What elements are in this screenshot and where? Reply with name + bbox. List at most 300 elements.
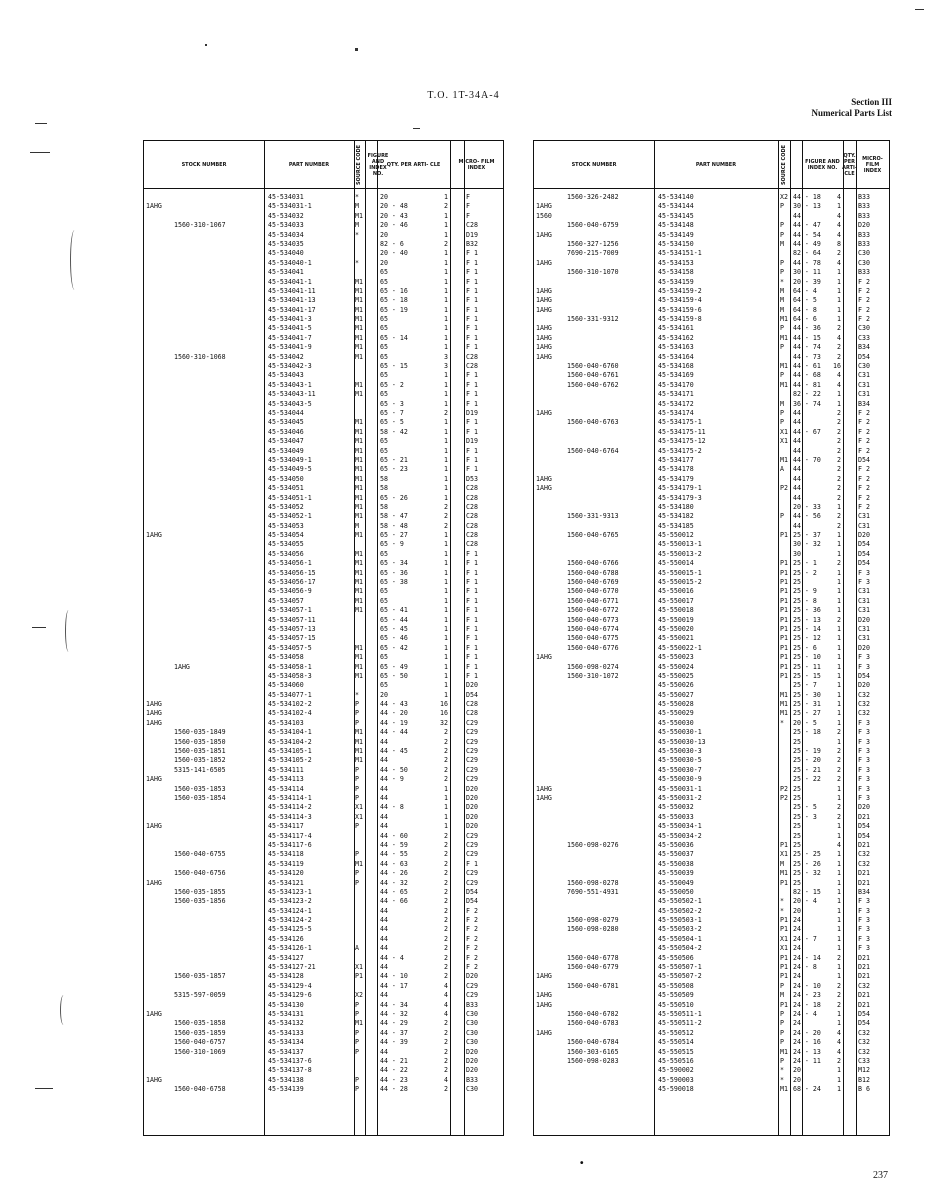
quantity: 2 xyxy=(444,1028,448,1037)
microfilm-index: C32 xyxy=(858,690,870,699)
quantity: 1 xyxy=(444,822,448,831)
part-number: 45-534114 xyxy=(268,784,304,793)
microfilm-index: C28 xyxy=(466,484,478,493)
source-code: M xyxy=(780,296,784,305)
figure-index: 25 - 31 xyxy=(793,700,821,709)
figure-index: 44 - 45 xyxy=(380,747,408,756)
figure-index: 65 xyxy=(380,390,388,399)
source-code: M1 xyxy=(780,709,788,718)
quantity: 2 xyxy=(837,615,841,624)
microfilm-index: C29 xyxy=(466,765,478,774)
header-label: QTY. PER ARTI- CLE xyxy=(842,153,857,177)
source-code: M1 xyxy=(355,446,363,455)
stock-number: 1560-098-0276 xyxy=(567,840,619,849)
table-row xyxy=(144,390,503,399)
part-number: 45-534052-1 xyxy=(268,512,312,521)
quantity: 1 xyxy=(444,286,448,295)
microfilm-index: F 3 xyxy=(858,794,870,802)
figure-index: 24 xyxy=(793,972,801,981)
table-row xyxy=(534,306,889,315)
figure-index: 65 - 9 xyxy=(380,540,404,549)
figure-index: 44 - 32 xyxy=(380,1009,408,1018)
microfilm-index: D20 xyxy=(466,803,478,812)
table-row xyxy=(144,465,503,474)
table-row xyxy=(144,663,503,672)
source-code: P xyxy=(355,765,359,774)
source-code: X1 xyxy=(780,437,788,446)
part-number: 45-534175-12 xyxy=(658,437,706,446)
microfilm-index: D54 xyxy=(858,352,870,361)
quantity: 1 xyxy=(444,784,448,793)
table-row xyxy=(534,785,889,794)
table-row xyxy=(144,850,503,859)
part-number: 45-550034-1 xyxy=(658,822,702,831)
footer-mark: • xyxy=(580,1158,584,1169)
microfilm-index: F 1 xyxy=(466,587,478,596)
microfilm-index: D21 xyxy=(858,840,870,849)
quantity: 2 xyxy=(837,559,841,568)
quantity: 1 xyxy=(444,465,448,474)
figure-index: 20 - 48 xyxy=(380,202,408,211)
table-row xyxy=(144,653,503,662)
stock-number: 1560-040-6761 xyxy=(567,371,619,380)
stock-code: 1AHG xyxy=(536,230,552,239)
source-code: P1 xyxy=(780,653,788,662)
part-number: 45-534172 xyxy=(658,399,694,408)
quantity: 2 xyxy=(837,981,841,990)
quantity: 4 xyxy=(837,258,841,267)
figure-index: 44 - 39 xyxy=(380,1038,408,1047)
table-row xyxy=(144,963,503,972)
source-code: M xyxy=(780,305,784,314)
figure-index: 44 xyxy=(380,944,388,953)
part-number: 45-534056-9 xyxy=(268,587,312,596)
part-number: 45-534179-3 xyxy=(658,493,702,502)
microfilm-index: C28 xyxy=(466,221,478,230)
table-row xyxy=(534,484,889,493)
part-number: 45-534056-15 xyxy=(268,568,316,577)
microfilm-index: F 3 xyxy=(858,944,870,953)
source-code: M1 xyxy=(780,315,788,324)
quantity: 2 xyxy=(444,859,448,868)
microfilm-index: B33 xyxy=(858,193,870,201)
table-row xyxy=(144,522,503,531)
document-number: T.O. 1T-34A-4 xyxy=(427,90,500,101)
figure-index: 25 - 11 xyxy=(793,662,821,671)
source-code: M xyxy=(780,399,784,408)
quantity: 1 xyxy=(837,596,841,605)
figure-index: 25 - 9 xyxy=(793,587,817,596)
table-row xyxy=(144,249,503,258)
quantity: 2 xyxy=(444,1056,448,1065)
part-number: 45-550030-13 xyxy=(658,737,706,746)
source-code: * xyxy=(355,258,359,267)
stock-code: 1AHG xyxy=(536,784,552,793)
figure-index: 44 - 74 xyxy=(793,343,821,352)
figure-index: 58 xyxy=(380,474,388,483)
quantity: 1 xyxy=(444,390,448,399)
figure-index: 44 xyxy=(793,418,801,427)
microfilm-index: D19 xyxy=(466,408,478,417)
microfilm-index: F 2 xyxy=(466,944,478,953)
table-row xyxy=(534,832,889,841)
quantity: 2 xyxy=(837,352,841,361)
part-number: 45-550027 xyxy=(658,690,694,699)
source-code: M1 xyxy=(355,324,363,333)
source-code: M1 xyxy=(355,277,363,286)
stock-number: 1560-035-1857 xyxy=(174,972,226,981)
source-code: P xyxy=(780,230,784,239)
source-code: M1 xyxy=(355,549,363,558)
table-row xyxy=(534,447,889,456)
part-number: 45-534043-5 xyxy=(268,399,312,408)
figure-index: 24 - 20 xyxy=(793,1028,821,1037)
figure-index: 44 - 67 xyxy=(793,427,821,436)
part-number: 45-550506 xyxy=(658,953,694,962)
microfilm-index: F 2 xyxy=(858,277,870,286)
table-row xyxy=(534,991,889,1000)
table-row xyxy=(534,362,889,371)
microfilm-index: C28 xyxy=(466,540,478,549)
source-code: P2 xyxy=(780,794,788,802)
quantity: 2 xyxy=(837,493,841,502)
quantity: 1 xyxy=(837,606,841,615)
figure-index: 82 - 15 xyxy=(793,887,821,896)
figure-index: 65 - 50 xyxy=(380,671,408,680)
microfilm-index: F 3 xyxy=(858,747,870,756)
stock-code: 1AHG xyxy=(536,408,552,417)
figure-index: 44 - 34 xyxy=(380,1000,408,1009)
part-number: 45-534043 xyxy=(268,371,304,380)
figure-index: 44 - 50 xyxy=(380,765,408,774)
microfilm-index: C29 xyxy=(466,737,478,746)
quantity: 1 xyxy=(444,211,448,220)
quantity: 1 xyxy=(837,1019,841,1028)
part-number: 45-534130 xyxy=(268,1000,304,1009)
table-row xyxy=(534,550,889,559)
table-row xyxy=(534,606,889,615)
table-row xyxy=(534,663,889,672)
microfilm-index: F 1 xyxy=(466,559,478,568)
table-row xyxy=(534,907,889,916)
stock-code: 1AHG xyxy=(536,296,552,305)
quantity: 1 xyxy=(444,221,448,230)
quantity: 2 xyxy=(837,765,841,774)
quantity: 1 xyxy=(444,662,448,671)
part-number: 45-550028 xyxy=(658,700,694,709)
source-code: M1 xyxy=(355,484,363,493)
stock-number: 1560-040-6756 xyxy=(174,869,226,878)
source-code: P xyxy=(355,869,359,878)
part-number: 45-534041-1 xyxy=(268,277,312,286)
microfilm-index: F 1 xyxy=(466,315,478,324)
quantity: 4 xyxy=(837,1038,841,1047)
table-row xyxy=(534,1066,889,1075)
quantity: 2 xyxy=(837,991,841,1000)
stock-number: 1AHG xyxy=(174,662,190,671)
microfilm-index: C28 xyxy=(466,352,478,361)
figure-index: 44 xyxy=(380,756,388,765)
quantity: 4 xyxy=(444,981,448,990)
table-row xyxy=(534,672,889,681)
microfilm-index: F 3 xyxy=(858,897,870,906)
quantity: 1 xyxy=(837,502,841,511)
part-number: 45-550022-1 xyxy=(658,643,702,652)
header-label: FIGURE AND INDEX NO. xyxy=(367,153,389,177)
source-code: * xyxy=(355,690,359,699)
quantity: 1 xyxy=(837,972,841,981)
stock-number: 1560-035-1856 xyxy=(174,897,226,906)
part-number: 45-534051-1 xyxy=(268,493,312,502)
table-row xyxy=(534,456,889,465)
table-row xyxy=(534,268,889,277)
table-row xyxy=(534,1029,889,1038)
figure-index: 44 xyxy=(793,521,801,530)
quantity: 1 xyxy=(444,315,448,324)
table-row xyxy=(144,559,503,568)
source-code: M1 xyxy=(355,512,363,521)
quantity: 2 xyxy=(837,521,841,530)
figure-index: 65 - 2 xyxy=(380,380,404,389)
source-code: P1 xyxy=(780,963,788,972)
table-row xyxy=(534,1076,889,1085)
quantity: 1 xyxy=(837,681,841,690)
quantity: 2 xyxy=(444,775,448,784)
microfilm-index: C31 xyxy=(858,606,870,615)
quantity: 2 xyxy=(444,972,448,981)
figure-index: 30 xyxy=(793,549,801,558)
quantity: 4 xyxy=(837,371,841,380)
margin-mark xyxy=(60,995,67,1025)
microfilm-index: F 1 xyxy=(466,606,478,615)
stock-number: 5315-597-0059 xyxy=(174,991,226,1000)
part-number: 45-534161 xyxy=(658,324,694,333)
part-number: 45-534118 xyxy=(268,850,304,859)
table-row xyxy=(534,813,889,822)
part-number: 45-534171 xyxy=(658,390,694,399)
section-header xyxy=(812,97,892,119)
table-row xyxy=(144,315,503,324)
microfilm-index: C32 xyxy=(858,700,870,709)
table-row xyxy=(534,972,889,981)
quantity: 2 xyxy=(444,963,448,972)
stock-number: 1560-040-6783 xyxy=(567,1019,619,1028)
quantity: 2 xyxy=(444,944,448,953)
part-number: 45-534045 xyxy=(268,418,304,427)
table-row xyxy=(534,1010,889,1019)
microfilm-index: F 2 xyxy=(858,493,870,502)
stock-number: 1560-040-6771 xyxy=(567,596,619,605)
microfilm-index: C31 xyxy=(858,521,870,530)
part-number: 45-534041-5 xyxy=(268,324,312,333)
part-number: 45-534149 xyxy=(658,230,694,239)
source-code: P2 xyxy=(780,784,788,793)
part-number: 45-550512 xyxy=(658,1028,694,1037)
part-number: 45-534113 xyxy=(268,775,304,784)
part-number: 45-550018 xyxy=(658,606,694,615)
figure-index: 44 xyxy=(380,784,388,793)
quantity: 2 xyxy=(837,474,841,483)
figure-index: 44 xyxy=(380,925,388,934)
source-code: M1 xyxy=(355,578,363,587)
figure-index: 65 - 49 xyxy=(380,662,408,671)
microfilm-index: C28 xyxy=(466,362,478,371)
quantity: 2 xyxy=(444,756,448,765)
microfilm-index: F 1 xyxy=(466,268,478,277)
part-number: 45-534175-11 xyxy=(658,427,706,436)
figure-index: 65 - 14 xyxy=(380,333,408,342)
part-number: 45-534032 xyxy=(268,211,304,220)
part-number: 45-550017 xyxy=(658,596,694,605)
microfilm-index: F 1 xyxy=(466,333,478,342)
figure-index: 64 - 6 xyxy=(793,315,817,324)
table-row xyxy=(534,653,889,662)
source-code: P1 xyxy=(780,578,788,587)
microfilm-index: D21 xyxy=(858,963,870,972)
stock-number: 1560-098-0280 xyxy=(567,925,619,934)
table-row xyxy=(144,681,503,690)
figure-index: 25 - 10 xyxy=(793,653,821,662)
table-row xyxy=(534,841,889,850)
figure-index: 24 - 14 xyxy=(793,953,821,962)
part-number: 45-534033 xyxy=(268,221,304,230)
stock-number: 1560-040-6782 xyxy=(567,1009,619,1018)
quantity: 1 xyxy=(444,578,448,587)
microfilm-index: F 2 xyxy=(858,296,870,305)
microfilm-index: F 1 xyxy=(466,653,478,662)
part-number: 45-534178 xyxy=(658,465,694,474)
microfilm-index: F 2 xyxy=(858,484,870,493)
source-code: M1 xyxy=(780,869,788,878)
header-label: PART NUMBER xyxy=(288,162,330,168)
microfilm-index: C32 xyxy=(858,709,870,718)
microfilm-index: F 3 xyxy=(858,578,870,587)
figure-index: 25 - 26 xyxy=(793,859,821,868)
figure-index: 20 xyxy=(380,230,388,239)
microfilm-index: F 2 xyxy=(858,418,870,427)
figure-index: 65 - 36 xyxy=(380,568,408,577)
table-row xyxy=(534,587,889,596)
table-row xyxy=(144,1019,503,1028)
source-code: X2 xyxy=(780,193,788,201)
part-number: 45-534057 xyxy=(268,596,304,605)
source-code: M1 xyxy=(780,455,788,464)
source-code: M1 xyxy=(355,671,363,680)
quantity: 1 xyxy=(444,418,448,427)
figure-index: 44 - 18 xyxy=(793,193,821,201)
part-number: 45-550510 xyxy=(658,1000,694,1009)
stock-code: 1AHG xyxy=(536,972,552,981)
source-code: P1 xyxy=(355,972,363,981)
microfilm-index: F 2 xyxy=(858,315,870,324)
figure-index: 65 - 27 xyxy=(380,531,408,540)
quantity: 1 xyxy=(837,831,841,840)
source-code: M1 xyxy=(355,296,363,305)
part-number: 45-550507-2 xyxy=(658,972,702,981)
margin-mark xyxy=(65,610,72,652)
microfilm-index: F 3 xyxy=(858,925,870,934)
figure-index: 44 xyxy=(793,211,801,220)
table-row xyxy=(144,428,503,437)
microfilm-index: F 1 xyxy=(466,324,478,333)
table-row xyxy=(144,484,503,493)
source-code: * xyxy=(780,906,784,915)
table-row xyxy=(144,447,503,456)
quantity: 1 xyxy=(444,193,448,201)
table-row xyxy=(144,944,503,953)
part-number: 45-534185 xyxy=(658,521,694,530)
part-number: 45-534051 xyxy=(268,484,304,493)
quantity: 1 xyxy=(444,277,448,286)
table-row xyxy=(144,259,503,268)
stock-number: 1560-040-6776 xyxy=(567,643,619,652)
table-row xyxy=(534,296,889,305)
parts-table-right xyxy=(533,140,890,1136)
stock-number: 1560-040-6760 xyxy=(567,362,619,371)
table-row xyxy=(534,963,889,972)
figure-index: 24 - 7 xyxy=(793,934,817,943)
quantity: 1 xyxy=(837,1009,841,1018)
microfilm-index: F 3 xyxy=(858,737,870,746)
quantity: 1 xyxy=(837,305,841,314)
part-number: 45-534111 xyxy=(268,765,304,774)
table-row xyxy=(534,324,889,333)
source-code: * xyxy=(780,718,784,727)
stock-code: 1AHG xyxy=(536,202,552,211)
figure-index: 44 xyxy=(793,408,801,417)
header-label: SOURCE CODE xyxy=(356,144,363,186)
figure-index: 25 - 27 xyxy=(793,709,821,718)
part-number: 45-550015-2 xyxy=(658,578,702,587)
stock-number: 7690-215-7009 xyxy=(567,249,619,258)
figure-index: 24 xyxy=(793,1019,801,1028)
part-number: 45-534057-11 xyxy=(268,615,316,624)
table-row xyxy=(534,775,889,784)
stock-code: 1AHG xyxy=(536,333,552,342)
microfilm-index: D20 xyxy=(466,784,478,793)
part-number: 45-534049-5 xyxy=(268,465,312,474)
section-label: Section III xyxy=(851,97,892,107)
microfilm-index: C30 xyxy=(858,258,870,267)
table-row xyxy=(534,747,889,756)
quantity: 4 xyxy=(837,1047,841,1056)
table-row xyxy=(144,775,503,784)
figure-index: 30 - 13 xyxy=(793,202,821,211)
microfilm-index: D54 xyxy=(858,822,870,831)
quantity: 1 xyxy=(837,794,841,802)
quantity: 2 xyxy=(837,512,841,521)
microfilm-index: F 1 xyxy=(466,615,478,624)
table-row xyxy=(144,860,503,869)
part-number: 45-534170 xyxy=(658,380,694,389)
table-row xyxy=(534,822,889,831)
part-number: 45-550507-1 xyxy=(658,963,702,972)
part-number: 45-534104-2 xyxy=(268,737,312,746)
table-row xyxy=(144,1066,503,1075)
microfilm-index: F 1 xyxy=(466,643,478,652)
part-number: 45-534102-2 xyxy=(268,700,312,709)
microfilm-index: D53 xyxy=(466,474,478,483)
part-number: 45-534058-3 xyxy=(268,671,312,680)
source-code: M1 xyxy=(355,455,363,464)
quantity: 2 xyxy=(444,728,448,737)
figure-index: 20 - 39 xyxy=(793,277,821,286)
stock-code: 1AHG xyxy=(536,258,552,267)
quantity: 2 xyxy=(444,1019,448,1028)
microfilm-index: C32 xyxy=(858,1028,870,1037)
part-number: 45-534077-1 xyxy=(268,690,312,699)
figure-index: 20 - 40 xyxy=(380,249,408,258)
